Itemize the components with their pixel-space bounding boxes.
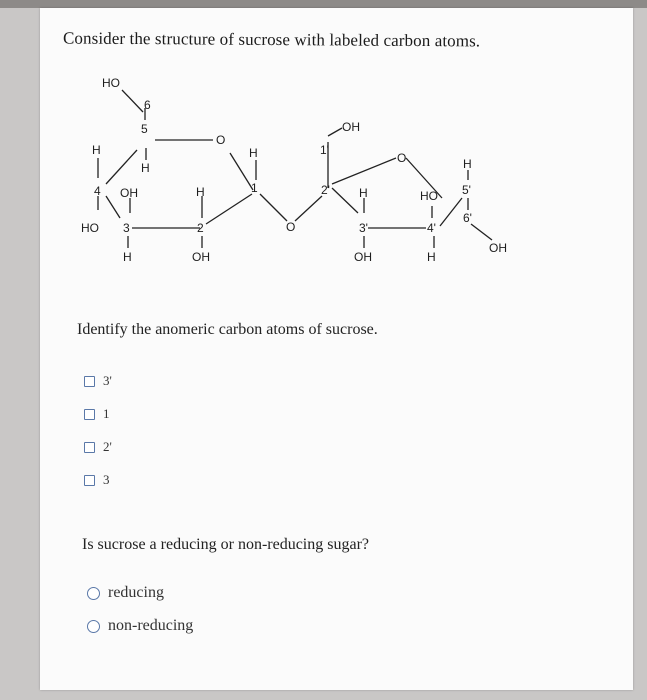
question-anomeric: Identify the anomeric carbon atoms of sucrose. [77,321,378,338]
label-h-c2: H [196,185,205,199]
label-h-left: H [92,143,101,157]
label-h-c3p: H [359,186,368,200]
checkbox-option-1[interactable] [84,373,112,389]
label-c2p: 2' [321,183,330,197]
label-c4: 4 [94,184,101,198]
label-oh-far-right: OH [489,241,507,255]
radio-button[interactable] [87,620,100,633]
label-ho-left: HO [81,221,99,235]
checkbox[interactable] [84,442,95,453]
label-c3p: 3' [359,221,368,235]
label-oh-c3: OH [120,186,138,200]
label-ring-o-left: O [216,133,226,147]
label-h-bottom-c4p: H [427,250,436,264]
label-c1p: 1' [320,143,329,157]
question-reducing: Is sucrose a reducing or non-reducing sugar? [82,536,370,553]
radio-option-reducing[interactable] [87,584,164,602]
checkbox[interactable] [84,409,95,420]
label-ring-o-right: O [397,151,407,165]
checkbox[interactable] [84,376,95,387]
radio-option-non-reducing[interactable] [87,617,193,635]
page-title: Consider the structure of sucrose with labeled carbon atoms. [62,28,481,51]
radio-button[interactable] [87,587,100,600]
label-ho-c4p: HO [420,189,438,203]
checkbox-option-3[interactable] [84,439,112,455]
checkbox[interactable] [84,475,95,486]
label-c1: 1 [251,181,258,195]
atom-labels [81,76,507,264]
label-h-c5p: H [463,157,472,171]
label-c5: 5 [141,122,148,136]
checkbox-label: 3' [103,373,112,388]
radio-label: non-reducing [108,617,194,634]
checkbox-option-4[interactable] [84,472,110,488]
label-c3: 3 [123,221,130,235]
label-c6: 6 [144,98,151,112]
radio-label: reducing [108,584,164,601]
label-c4p: 4' [427,221,436,235]
label-c6p: 6' [463,211,472,225]
checkbox-label: 2' [103,439,112,454]
label-oh-bottom-c3p: OH [354,250,372,264]
sucrose-structure-diagram [40,8,633,298]
checkbox-option-2[interactable] [84,406,110,422]
checkbox-label: 1 [103,406,110,421]
label-h-bottom-c3: H [123,250,132,264]
label-ho-top: HO [102,76,120,90]
label-c2: 2 [197,221,204,235]
label-oh-bottom-c2: OH [192,250,210,264]
checkbox-label: 3 [103,472,110,487]
label-c5p: 5' [462,183,471,197]
label-bridge-o: O [286,220,296,234]
top-bar [0,0,647,8]
label-h-c5: H [141,161,150,175]
label-h-c1: H [249,146,258,160]
label-oh-top-right: OH [342,120,360,134]
question-card [40,8,633,690]
